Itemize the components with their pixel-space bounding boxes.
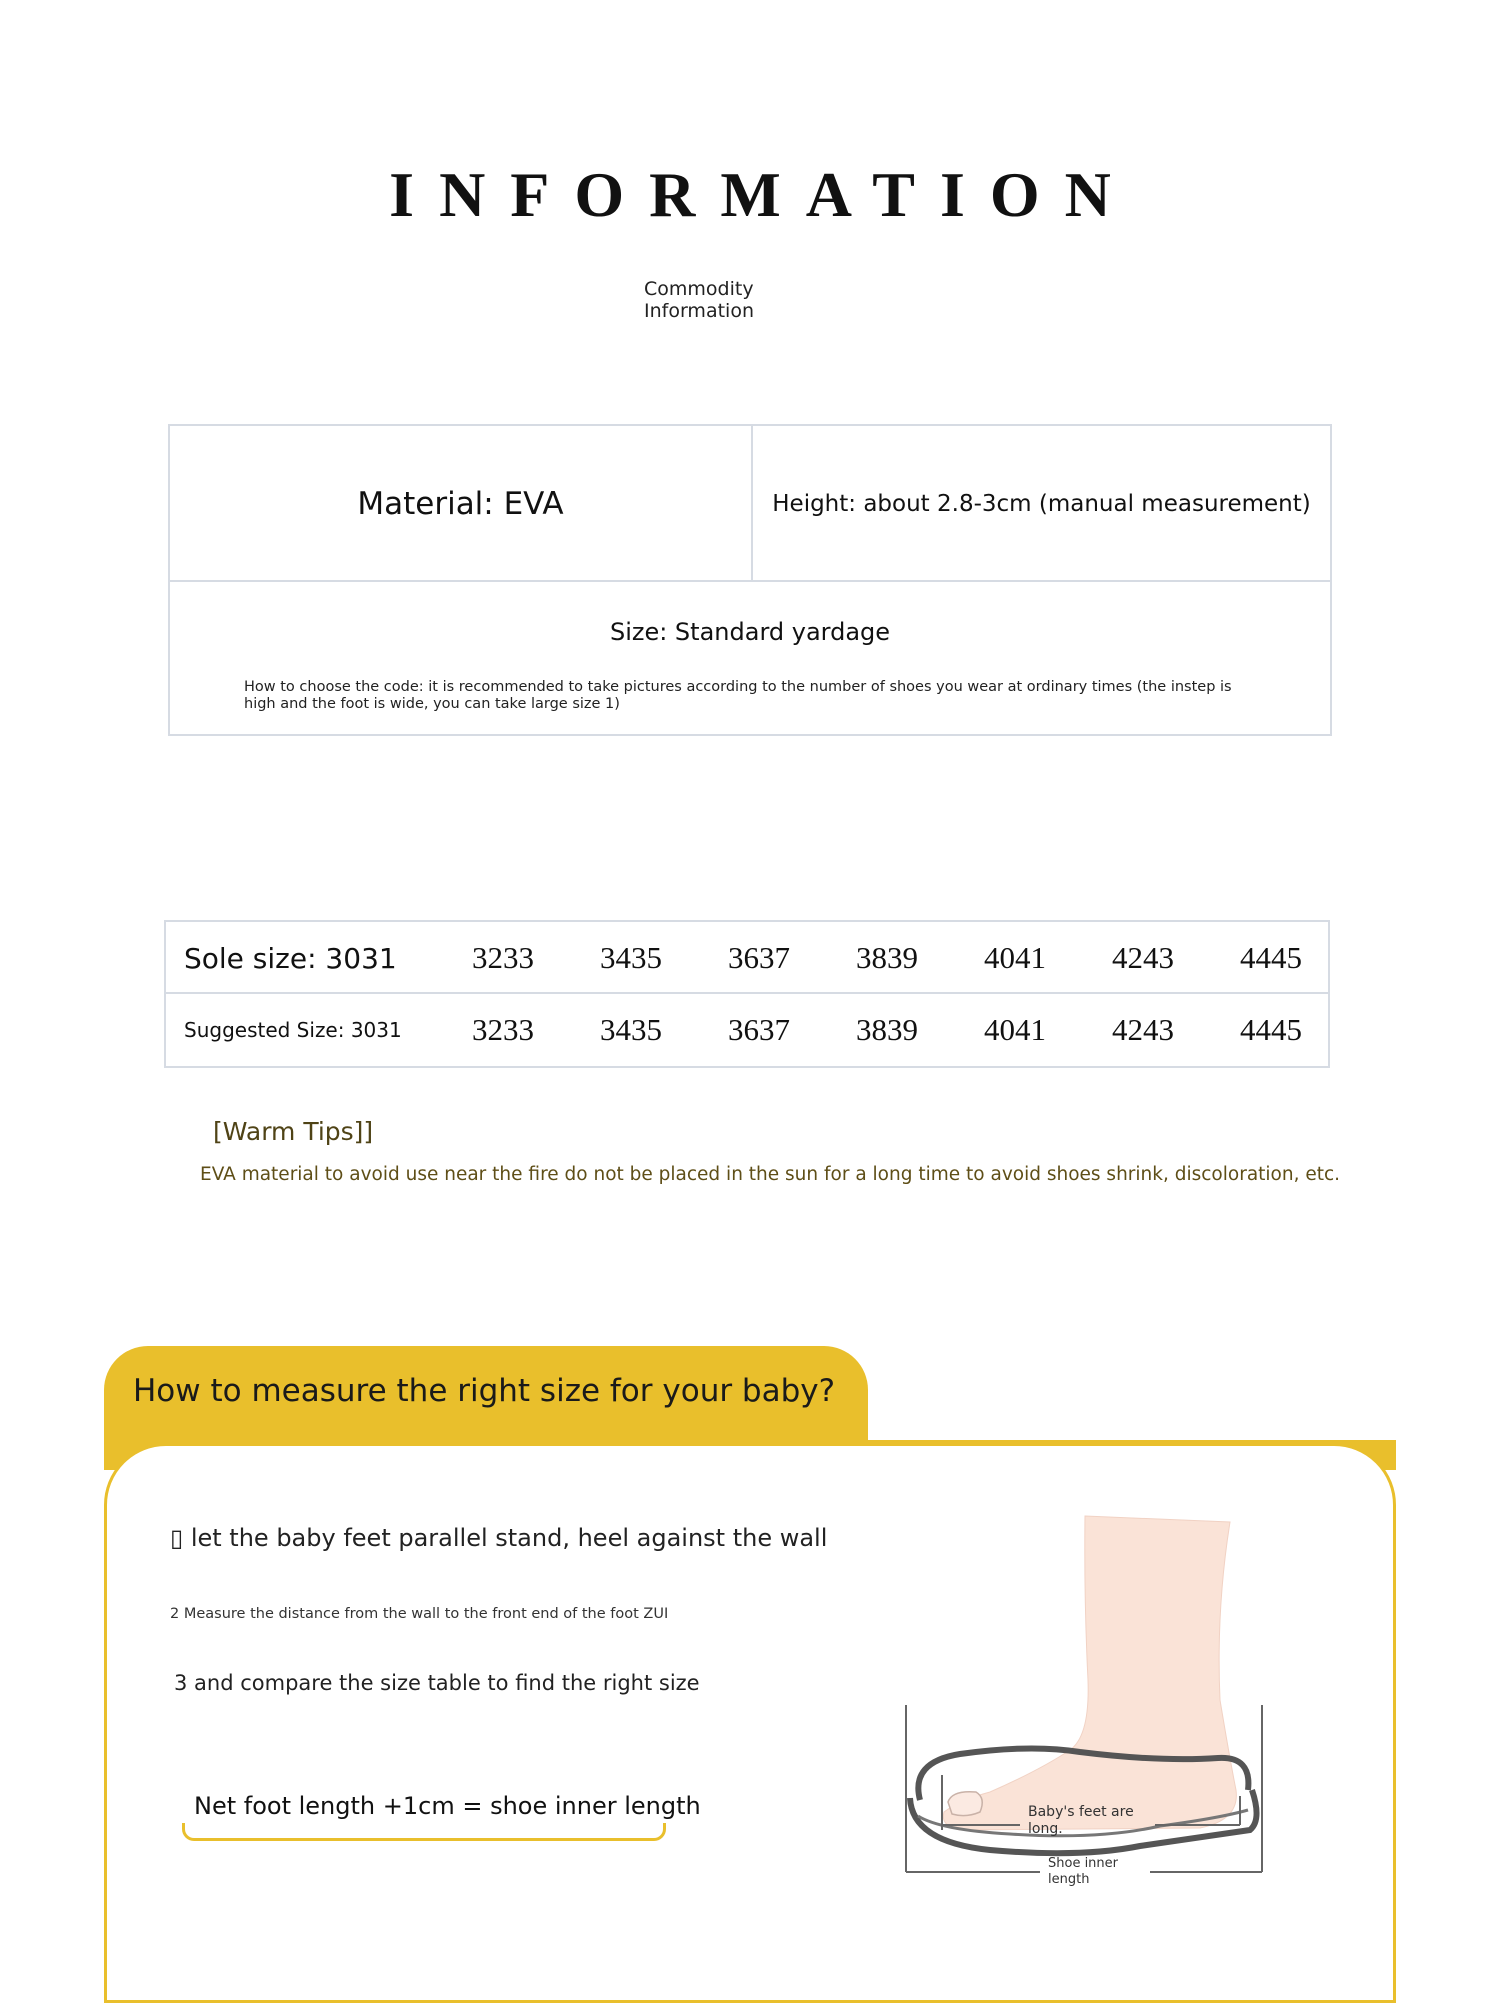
measure-step-1: ▯ let the baby feet parallel stand, heel against the wall bbox=[170, 1524, 828, 1552]
shoe-inner-length-label: Shoe inner length bbox=[1048, 1856, 1119, 1887]
material-cell: Material: EVA bbox=[357, 486, 564, 522]
suggested-size-row bbox=[166, 994, 1328, 1066]
sole-size-cell: 3233 bbox=[472, 940, 534, 975]
page-title: INFORMATION bbox=[389, 159, 1136, 230]
warm-tips-text: EVA material to avoid use near the fire do not be placed in the sun for a long time to avoid shoes shrink, discoloration, etc. bbox=[200, 1164, 1341, 1185]
toe-shape bbox=[948, 1792, 982, 1816]
foot-measure-illustration bbox=[900, 1500, 1280, 1900]
formula-underline bbox=[182, 1823, 666, 1841]
sole-size-row bbox=[166, 922, 1328, 994]
page-subtitle bbox=[644, 278, 754, 322]
baby-foot-shape bbox=[943, 1516, 1236, 1830]
size-table bbox=[164, 920, 1330, 1068]
sole-size-cell: 3637 bbox=[728, 940, 790, 975]
size-formula: Net foot length +1cm = shoe inner length bbox=[194, 1792, 701, 1820]
suggested-size-cell: 3435 bbox=[600, 1012, 662, 1047]
subtitle-line-1: Commodity bbox=[644, 278, 754, 300]
sole-size-cell: 4445 bbox=[1240, 940, 1302, 975]
sole-size-label: Sole size: 3031 bbox=[184, 941, 397, 975]
size-choice-note: How to choose the code: it is recommended to take pictures according to the number of shoes you wear at ordinary times (the instep is high and the foot is wide, you can take large size 1) bbox=[244, 679, 1232, 712]
warm-tips-title: [Warm Tips]] bbox=[213, 1117, 374, 1146]
suggested-size-cell: 3637 bbox=[728, 1012, 790, 1047]
suggested-size-label: Suggested Size: 3031 bbox=[184, 1018, 402, 1042]
sole-size-cell: 4041 bbox=[984, 940, 1046, 975]
suggested-size-cell: 4445 bbox=[1240, 1012, 1302, 1047]
suggested-size-cell: 3233 bbox=[472, 1012, 534, 1047]
suggested-size-cell: 4243 bbox=[1112, 1012, 1174, 1047]
size-cell-title: Size: Standard yardage bbox=[609, 618, 891, 646]
sole-size-cell: 3839 bbox=[856, 940, 918, 975]
subtitle-line-2: Information bbox=[644, 300, 754, 322]
suggested-size-cell: 3839 bbox=[856, 1012, 918, 1047]
sole-size-cell: 4243 bbox=[1112, 940, 1174, 975]
height-cell: Height: about 2.8-3cm (manual measurement) bbox=[772, 491, 1311, 517]
measure-title: How to measure the right size for your baby? bbox=[133, 1373, 836, 1409]
info-row-top bbox=[170, 426, 1330, 582]
measure-step-3: 3 and compare the size table to find the right size bbox=[174, 1671, 700, 1695]
sole-size-cell: 3435 bbox=[600, 940, 662, 975]
foot-length-label: Baby's feet are long. bbox=[1028, 1804, 1134, 1837]
suggested-size-cell: 4041 bbox=[984, 1012, 1046, 1047]
commodity-info-table bbox=[168, 424, 1332, 736]
measure-step-2: 2 Measure the distance from the wall to the front end of the foot ZUI bbox=[170, 1606, 669, 1622]
